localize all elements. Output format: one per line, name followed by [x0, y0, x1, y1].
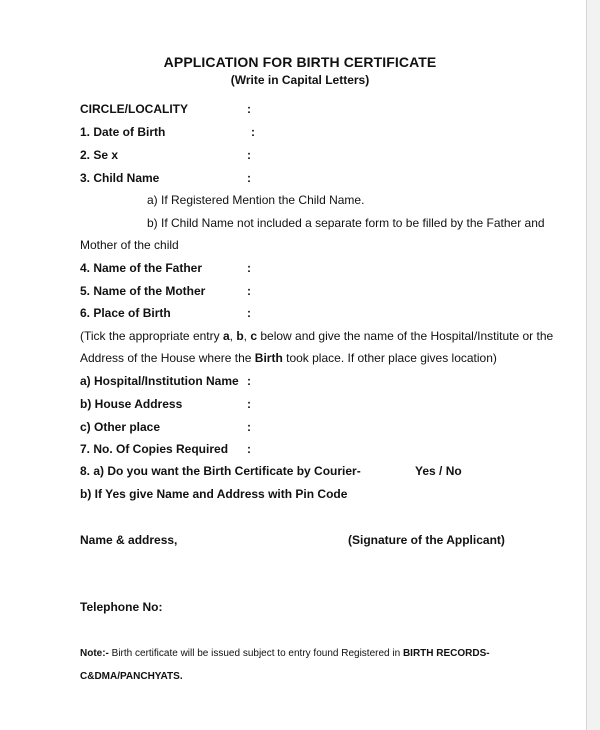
courier-address-instruction: b) If Yes give Name and Address with Pin Code	[80, 487, 348, 501]
place-of-birth-colon: :	[247, 306, 251, 320]
signature-label: (Signature of the Applicant)	[348, 533, 505, 547]
child-name-colon: :	[247, 171, 251, 185]
date-of-birth-label: 1. Date of Birth	[80, 125, 166, 139]
date-of-birth-colon: :	[251, 125, 255, 139]
circle-locality-colon: :	[247, 102, 251, 116]
hospital-name-label: a) Hospital/Institution Name	[80, 374, 239, 388]
note-line2: C&DMA/PANCHYATS.	[80, 671, 183, 682]
father-name-colon: :	[247, 261, 251, 275]
house-address-colon: :	[247, 397, 251, 411]
copies-required-label: 7. No. Of Copies Required	[80, 442, 229, 456]
copies-required-colon: :	[247, 442, 251, 456]
child-name-option-b-continued: Mother of the child	[80, 238, 179, 252]
house-address-label: b) House Address	[80, 397, 183, 411]
name-address-label: Name & address,	[80, 533, 178, 547]
other-place-colon: :	[247, 420, 251, 434]
tick-instruction-line2: Address of the House where the Birth took place. If other place gives location)	[80, 351, 497, 365]
child-name-label: 3. Child Name	[80, 171, 160, 185]
note-line1: Note:- Birth certificate will be issued subject to entry found Registered in BIRTH RECORDS-	[80, 648, 490, 659]
document-subtitle: (Write in Capital Letters)	[230, 73, 370, 87]
other-place-label: c) Other place	[80, 420, 161, 434]
child-name-option-a: a) If Registered Mention the Child Name.	[147, 193, 365, 207]
circle-locality-label: CIRCLE/LOCALITY	[80, 102, 188, 116]
hospital-name-colon: :	[247, 374, 251, 388]
mother-name-colon: :	[247, 284, 251, 298]
tick-instruction-line1: (Tick the appropriate entry a, b, c below and give the name of the Hospital/Institute or the	[80, 329, 554, 343]
document-title: APPLICATION FOR BIRTH CERTIFICATE	[163, 54, 437, 70]
mother-name-label: 5. Name of the Mother	[80, 284, 206, 298]
sex-label: 2. Se x	[80, 148, 119, 162]
father-name-label: 4. Name of the Father	[80, 261, 203, 275]
child-name-option-b: b) If Child Name not included a separate form to be filled by the Father and	[147, 216, 545, 230]
sex-colon: :	[247, 148, 251, 162]
telephone-label: Telephone No:	[80, 600, 163, 614]
courier-yes-no: Yes / No	[415, 464, 462, 478]
place-of-birth-label: 6. Place of Birth	[80, 306, 171, 320]
courier-question: 8. a) Do you want the Birth Certificate by Courier-	[80, 464, 361, 478]
